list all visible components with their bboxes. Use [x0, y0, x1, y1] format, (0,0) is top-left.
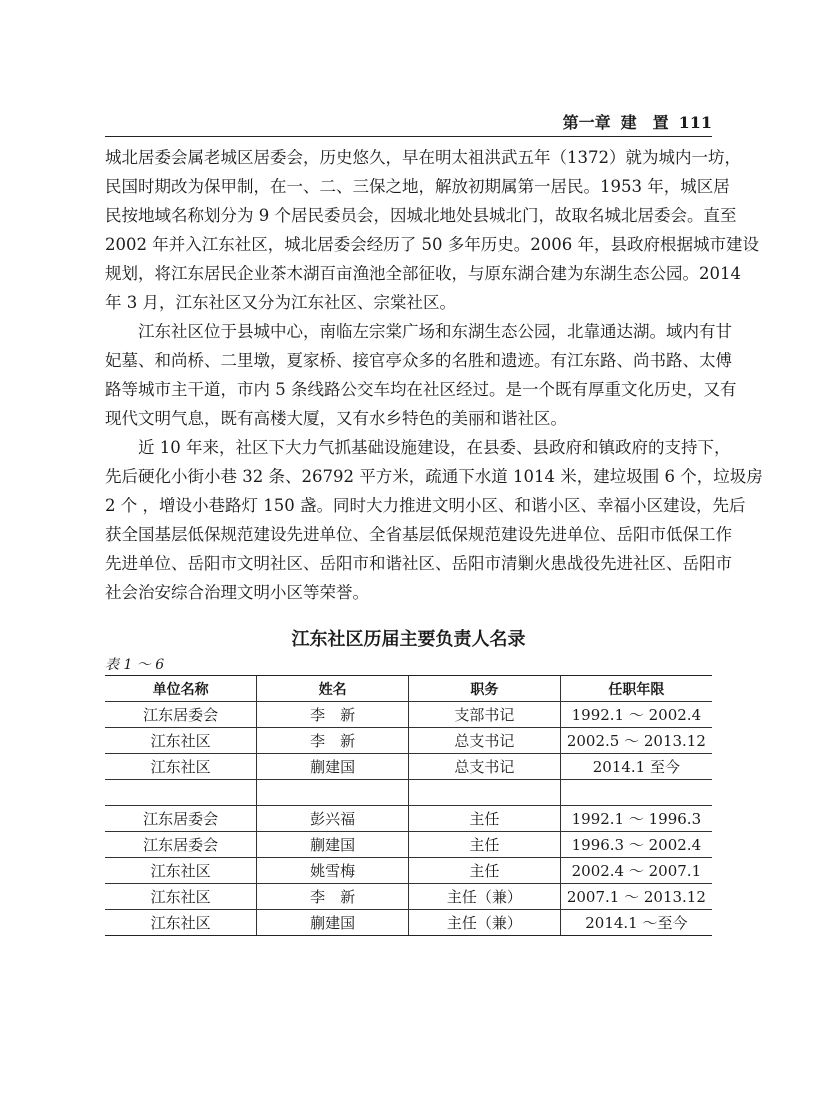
- cell-unit: 江东居委会: [105, 702, 257, 728]
- table-row: [105, 780, 712, 806]
- cell-name: 蒯建国: [257, 754, 409, 780]
- text-line: 规划，将江东居民企业茶木湖百亩渔池全部征收，与原东湖合建为东湖生态公园。2014: [105, 264, 741, 283]
- text-line: 2 个 ，增设小巷路灯 150 盏。同时大力推进文明小区、和谐小区、幸福小区建设，先后: [105, 496, 746, 515]
- paragraph-2: [105, 317, 737, 433]
- text-line: 民国时期改为保甲制，在一、二、三保之地，解放初期属第一居民。1953 年，城区居: [105, 177, 730, 196]
- section-label: 建 置: [620, 113, 669, 132]
- cell-name: 彭兴福: [257, 806, 409, 832]
- cell-unit: 江东社区: [105, 858, 257, 884]
- table-number: 表 1 ～ 6: [105, 657, 165, 673]
- header-name: 姓名: [257, 676, 409, 702]
- leaders-table: [105, 675, 712, 936]
- cell-term: 1996.3 ～ 2002.4: [560, 832, 712, 858]
- cell-unit: 江东社区: [105, 754, 257, 780]
- table-row: [105, 754, 712, 780]
- text-line: 先后硬化小街小巷 32 条、26792 平方米，疏通下水道 1014 米，建垃圾围 6 个，垃圾房: [105, 467, 763, 486]
- header-term: 任职年限: [560, 676, 712, 702]
- text-line: 获全国基层低保规范建设先进单位、全省基层低保规范建设先进单位、岳阳市低保工作: [105, 525, 732, 544]
- table-row: [105, 806, 712, 832]
- cell-term: 2014.1 至今: [560, 754, 712, 780]
- cell-term: 2002.4 ～ 2007.1: [560, 858, 712, 884]
- cell-term: 1992.1 ～ 1996.3: [560, 806, 712, 832]
- header-unit: 单位名称: [105, 676, 257, 702]
- text-line: 近 10 年来，社区下大力气抓基础设施建设，在县委、县政府和镇政府的支持下，: [138, 438, 731, 457]
- table-row: [105, 884, 712, 910]
- cell-term: 2014.1 ～至今: [560, 910, 712, 936]
- cell-position: 主任（兼）: [409, 910, 561, 936]
- text-line: 妃墓、和尚桥、二里墩，夏家桥、接官亭众多的名胜和遗迹。有江东路、尚书路、太傅: [105, 351, 732, 370]
- cell-position: 总支书记: [409, 728, 561, 754]
- cell-unit: 江东社区: [105, 884, 257, 910]
- text-line: 年 3 月，江东社区又分为江东社区、宗棠社区。: [105, 293, 456, 312]
- cell-position: 总支书记: [409, 754, 561, 780]
- table-row: [105, 832, 712, 858]
- table-row: [105, 702, 712, 728]
- text-line: 社会治安综合治理文明小区等荣誉。: [105, 583, 369, 602]
- table-row: [105, 858, 712, 884]
- cell-name: [257, 780, 409, 806]
- chapter-label: 第一章: [562, 113, 611, 132]
- text-line: 路等城市主干道，市内 5 条线路公交车均在社区经过。是一个既有厚重文化历史，又有: [105, 380, 737, 399]
- cell-unit: 江东社区: [105, 728, 257, 754]
- text-line: 民按地域名称划分为 9 个居民委员会，因城北地处县城北门，故取名城北居委会。直至: [105, 206, 737, 225]
- cell-name: 李 新: [257, 728, 409, 754]
- table-row: [105, 728, 712, 754]
- cell-position: 主任: [409, 806, 561, 832]
- table-header-row: [105, 676, 712, 702]
- cell-unit: [105, 780, 257, 806]
- cell-position: 主任（兼）: [409, 884, 561, 910]
- cell-unit: 江东居委会: [105, 806, 257, 832]
- cell-name: 姚雪梅: [257, 858, 409, 884]
- text-line: 现代文明气息，既有高楼大厦，又有水乡特色的美丽和谐社区。: [105, 409, 567, 428]
- header-position: 职务: [409, 676, 561, 702]
- cell-name: 李 新: [257, 884, 409, 910]
- cell-name: 李 新: [257, 702, 409, 728]
- table-row: [105, 910, 712, 936]
- text-line: 先进单位、岳阳市文明社区、岳阳市和谐社区、岳阳市清剿火患战役先进社区、岳阳市: [105, 554, 732, 573]
- cell-position: [409, 780, 561, 806]
- cell-position: 主任: [409, 858, 561, 884]
- page-number: 111: [678, 113, 712, 132]
- cell-term: 2002.5 ～ 2013.12: [560, 728, 712, 754]
- cell-name: 蒯建国: [257, 910, 409, 936]
- text-line: 城北居委会属老城区居委会，历史悠久，早在明太祖洪武五年（1372）就为城内一坊，: [105, 148, 741, 167]
- cell-position: 支部书记: [409, 702, 561, 728]
- cell-unit: 江东居委会: [105, 832, 257, 858]
- cell-term: 1992.1 ～ 2002.4: [560, 702, 712, 728]
- cell-name: 蒯建国: [257, 832, 409, 858]
- paragraph-3: [105, 433, 763, 607]
- cell-term: 2007.1 ～ 2013.12: [560, 884, 712, 910]
- text-line: 2002 年并入江东社区，城北居委会经历了 50 多年历史。2006 年，县政府根据城市建设: [105, 235, 759, 254]
- cell-position: 主任: [409, 832, 561, 858]
- paragraph-1: [105, 143, 759, 317]
- cell-term: [560, 780, 712, 806]
- text-line: 江东社区位于县城中心，南临左宗棠广场和东湖生态公园，北靠通达湖。域内有甘: [138, 322, 732, 341]
- table-title: 江东社区历届主要负责人名录: [291, 629, 526, 650]
- cell-unit: 江东社区: [105, 910, 257, 936]
- running-header: [105, 112, 712, 137]
